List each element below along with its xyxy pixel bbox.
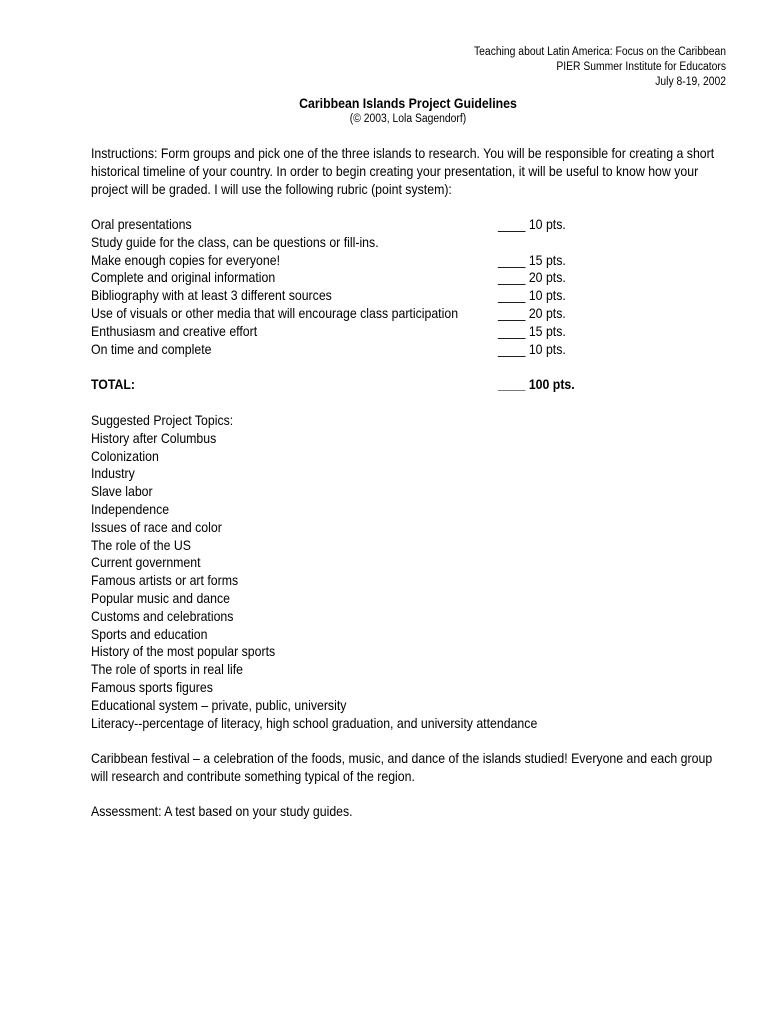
topic-item: Popular music and dance <box>91 589 231 606</box>
rubric-row <box>91 252 631 270</box>
rubric-row <box>91 305 631 323</box>
total-label: TOTAL: <box>91 376 136 393</box>
rubric-label: On time and complete <box>91 340 212 357</box>
rubric-row <box>91 234 631 252</box>
topics-heading: Suggested Project Topics: <box>91 412 234 428</box>
rubric-points: ____ 15 pts. <box>498 251 566 268</box>
topic-item: Famous sports figures <box>91 678 213 695</box>
rubric-label: Complete and original information <box>91 269 276 286</box>
total-points: ____ 100 pts. <box>498 376 575 393</box>
rubric-label: Enthusiasm and creative effort <box>91 322 258 339</box>
rubric-label: Use of visuals or other media that will encourage class participation <box>91 304 459 321</box>
topic-item: Educational system – private, public, university <box>91 696 347 713</box>
header-line-1: Teaching about Latin America: Focus on the Caribbean <box>473 46 726 58</box>
rubric-spacer <box>91 358 631 376</box>
assessment-paragraph: Assessment: A test based on your study guides. <box>91 803 353 819</box>
topic-item: Industry <box>91 465 135 482</box>
rubric-points: ____ 10 pts. <box>498 340 566 357</box>
instructions-paragraph <box>91 145 714 198</box>
festival-line-2: will research and contribute something typical of the region. <box>91 767 415 784</box>
topic-item: History of the most popular sports <box>91 643 276 660</box>
topic-item: Colonization <box>91 447 159 464</box>
rubric-total-row <box>91 376 631 394</box>
topic-item: Independence <box>91 500 170 517</box>
document-subtitle: (© 2003, Lola Sagendorf) <box>349 113 467 125</box>
rubric-points: ____ 20 pts. <box>498 304 566 321</box>
topic-item: Sports and education <box>91 625 208 642</box>
rubric-points: ____ 20 pts. <box>498 269 566 286</box>
rubric-row <box>91 269 631 287</box>
festival-line-1: Caribbean festival – a celebration of the foods, music, and dance of the islands studied! Everyone and each group <box>91 750 713 766</box>
header-block <box>474 45 726 90</box>
instructions-line-3: project will be graded. I will use the following rubric (point system): <box>91 180 452 197</box>
topic-item: The role of sports in real life <box>91 661 244 678</box>
rubric-label: Bibliography with at least 3 different sources <box>91 287 332 304</box>
rubric-points: ____ 10 pts. <box>498 287 566 304</box>
topic-item: The role of the US <box>91 536 191 553</box>
topic-item: Slave labor <box>91 483 153 500</box>
festival-paragraph <box>91 750 712 786</box>
topic-item: History after Columbus <box>91 429 217 446</box>
header-line-2: PIER Summer Institute for Educators <box>556 61 726 73</box>
header-line-3: July 8-19, 2002 <box>655 76 726 88</box>
rubric-points: ____ 15 pts. <box>498 322 566 339</box>
topic-item: Current government <box>91 554 201 571</box>
rubric-points: ____ 10 pts. <box>498 216 566 232</box>
topic-item: Issues of race and color <box>91 518 222 535</box>
document-title: Caribbean Islands Project Guidelines <box>299 95 517 111</box>
topic-item: Customs and celebrations <box>91 607 234 624</box>
rubric-label: Oral presentations <box>91 216 192 232</box>
rubric-label: Make enough copies for everyone! <box>91 251 281 268</box>
instructions-line-1: Instructions: Form groups and pick one of the three islands to research. You will be responsible for creating a short <box>91 145 715 161</box>
rubric-label: Study guide for the class, can be questions or fill-ins. <box>91 233 379 250</box>
topic-item: Famous artists or art forms <box>91 572 239 589</box>
rubric-row <box>91 287 631 305</box>
rubric-list <box>91 216 631 394</box>
topics-list <box>91 412 537 732</box>
rubric-row <box>91 323 631 341</box>
rubric-row <box>91 341 631 359</box>
instructions-line-2: historical timeline of your country. In order to begin creating your presentation, it will be useful to know how your <box>91 162 699 179</box>
rubric-row <box>91 216 631 234</box>
topic-item: Literacy--percentage of literacy, high school graduation, and university attendance <box>91 714 538 731</box>
